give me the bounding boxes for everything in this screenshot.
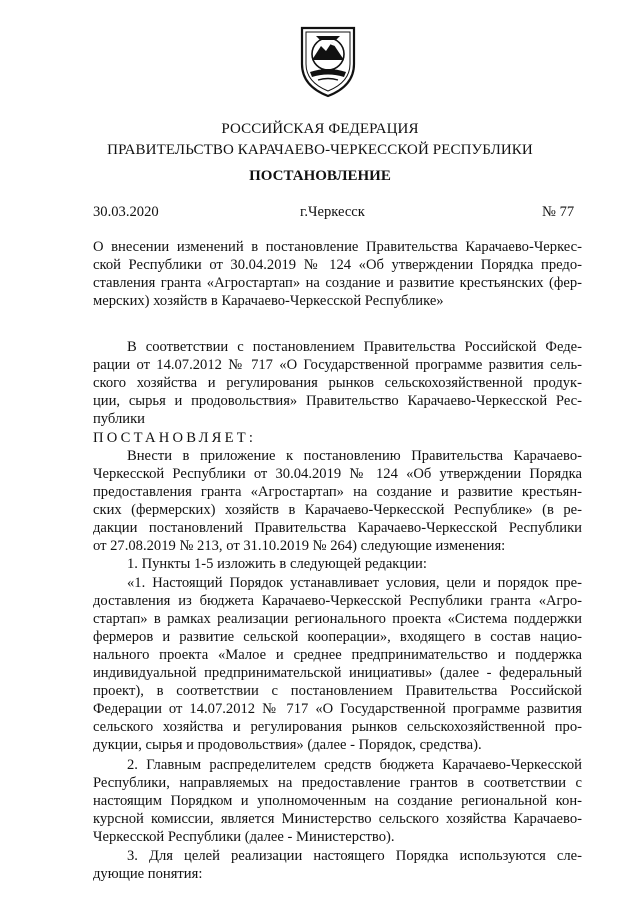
para-1-line: нального проекта «Малое и среднее предпринимательство и поддержка [93,647,582,663]
document-number: № 77 [542,204,575,220]
item-1-heading: 1. Пункты 1-5 изложить в следующей редакции: [127,556,427,572]
para-1-line: стартап» в рамках реализации регионального проекта «Система поддержки [93,611,582,627]
subject-line: мерских) хозяйств в Карачаево-Черкесской Республике» [93,293,444,309]
preamble-line: ского хозяйства и регулирования рынков сельскохозяйственной продук- [93,375,582,391]
para-1-line: фермеров и развитие сельской кооперации», входящего в состав нацио- [93,629,582,645]
para-2-line: 2. Главным распределителем средств бюджета Карачаево-Черкесской [127,757,582,773]
para-1-line: проект), в соответствии с постановлением Правительства Российской [93,683,582,699]
preamble-line: рации от 14.07.2012 № 717 «О Государственной программе развития сель- [93,357,582,373]
intro-line: предоставления гранта «Агростартап» на создание и развитие крестьян- [93,484,582,500]
coat-of-arms-icon [296,20,360,98]
government-heading: ПРАВИТЕЛЬСТВО КАРАЧАЕВО-ЧЕРКЕССКОЙ РЕСПУБЛИКИ [107,142,533,158]
intro-line: ских (фермерских) хозяйств в Карачаево-Черкесской Республике» (в ре- [93,502,582,518]
para-1-line: сельского хозяйства и регулирования рынков сельскохозяйственной про- [93,719,582,735]
intro-line: Внести в приложение к постановлению Правительства Карачаево- [127,448,582,464]
intro-line: Черкесской Республики от 30.04.2019 № 124 «Об утверждении Порядка [93,466,582,482]
intro-line: от 27.08.2019 № 213, от 31.10.2019 № 264) следующие изменения: [93,538,506,554]
para-2-line: настоящим Порядком и уполномоченным на создание региональной кон- [93,793,582,809]
preamble-line: ции, сырья и продовольствия» Правительство Карачаево-Черкесской Рес- [93,393,582,409]
intro-line: дакции постановлений Правительства Карачаево-Черкесской Республики [93,520,582,536]
country-heading: РОССИЙСКАЯ ФЕДЕРАЦИЯ [221,121,419,137]
para-3-line: дующие понятия: [93,866,203,882]
document-date: 30.03.2020 [93,204,159,220]
subject-line: ставления гранта «Агростартап» на создание и развитие крестьянских (фер- [93,275,582,291]
subject-line: О внесении изменений в постановление Правительства Карачаево-Черкес- [93,239,582,255]
para-1-line: доставления из бюджета Карачаево-Черкесской Республики гранта «Агро- [93,593,582,609]
para-1-line: дукции, сырья и продовольствия» (далее - Порядок, средства). [93,737,482,753]
para-2-line: Черкесской Республики (далее - Министерство). [93,829,395,845]
document-type-title: ПОСТАНОВЛЕНИЕ [249,168,391,184]
para-1-line: Федерации от 14.07.2012 № 717 «О Государственной программе развития [93,701,582,717]
para-2-line: Республики, направляемых на предоставление грантов в соответствии с [93,775,582,791]
para-1-line: индивидуальной предпринимательской инициативы» (далее - федеральный [93,665,582,681]
decree-word: ПОСТАНОВЛЯЕТ: [93,430,257,446]
para-1-line: «1. Настоящий Порядок устанавливает условия, цели и порядок пре- [127,575,582,591]
preamble-line: публики [93,411,145,427]
document-city: г.Черкесск [300,204,365,220]
para-2-line: курсной комиссии, является Министерство сельского хозяйства Карачаево- [93,811,582,827]
preamble-line: В соответствии с постановлением Правительства Российской Феде- [127,339,582,355]
para-3-line: 3. Для целей реализации настоящего Порядка используются сле- [127,848,582,864]
subject-line: ской Республики от 30.04.2019 № 124 «Об утверждении Порядка предо- [93,257,582,273]
